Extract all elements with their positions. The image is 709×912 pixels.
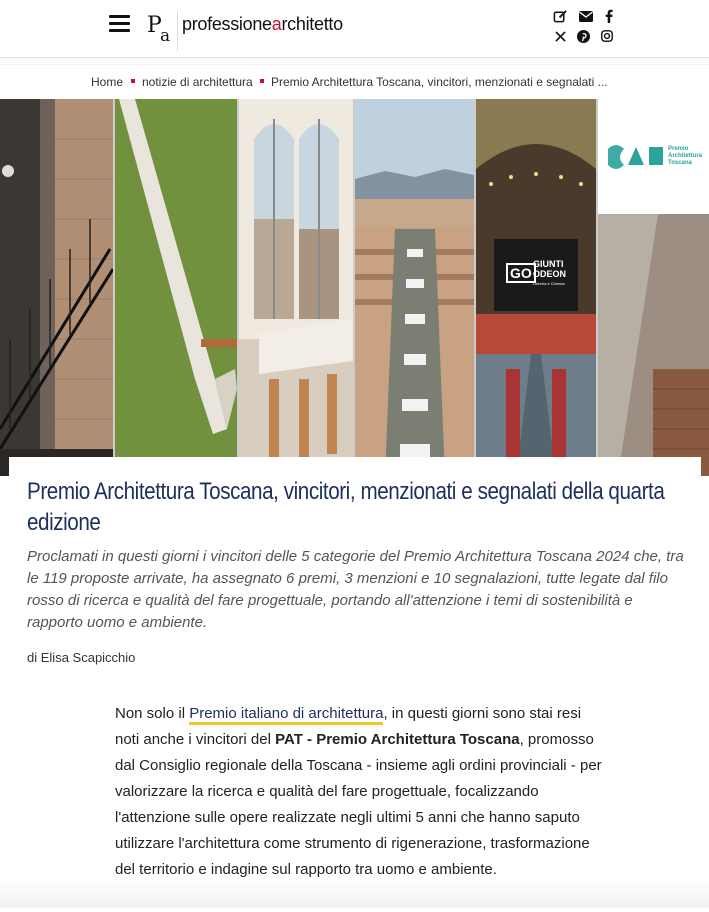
cinema-sign-line: GIUNTI: [533, 259, 564, 269]
logo-mark: P a: [147, 13, 171, 46]
menu-icon[interactable]: [109, 15, 130, 33]
facebook-icon[interactable]: [601, 8, 617, 24]
logo-text: professionearchitetto: [182, 14, 343, 34]
edit-icon[interactable]: [552, 8, 568, 24]
breadcrumb-separator: [260, 79, 264, 83]
site-header: [0, 0, 709, 58]
cinema-sign: [506, 257, 570, 293]
breadcrumb: [0, 64, 709, 100]
instagram-icon[interactable]: [599, 28, 615, 44]
x-twitter-icon[interactable]: [552, 28, 568, 44]
logo-divider: [177, 11, 178, 51]
hero-image: [0, 99, 709, 476]
article-author: [27, 650, 135, 665]
breadcrumb-separator: [131, 79, 135, 83]
article-body: [115, 701, 605, 883]
hero-panel-aerial: [355, 99, 474, 476]
premio-italiano-link[interactable]: Premio italiano di architettura: [189, 705, 383, 725]
cinema-logo: GO: [506, 263, 536, 283]
body-text: Non solo il: [115, 705, 190, 722]
badge-text-line: Premio: [668, 146, 689, 152]
body-text: , in questi giorni sono stai resi noti anche i vincitori del: [115, 705, 582, 748]
article-lead: Proclamati in questi giorni i vincitori delle 5 categorie del Premio Architettura Toscana 2024 che, tra le 119 proposte arrivate, ha assegnato 6 premi, 3 menzioni e 10 segnalazioni, tutte legate dal filo rosso di ricerca e qualità del fare progettuale, portando all'attenzione i temi di sostenibilità e rapporto uomo e ambiente.: [27, 548, 684, 631]
body-bold: PAT - Premio Architettura Toscana: [275, 731, 520, 748]
breadcrumb-current: Premio Architettura Toscana, vincitori, menzionati e segnalati ...: [271, 75, 608, 89]
cinema-sign-line: Libreria e Cinema: [533, 281, 565, 286]
badge-text-line: Architettura: [668, 153, 703, 159]
cinema-sign-line: ODEON: [533, 269, 567, 279]
article-title: Premio Architettura Toscana, vincitori, menzionati e segnalati della quarta edizione: [27, 478, 665, 536]
mail-icon[interactable]: [578, 8, 594, 24]
hero-panel-green-roof: [115, 99, 237, 476]
bottom-fade: [0, 878, 709, 908]
hero-panel-cinema: [476, 99, 596, 476]
badge-text-line: Toscana: [668, 160, 692, 166]
pinterest-icon[interactable]: [575, 28, 591, 44]
hero-panel-staircase: [0, 99, 113, 476]
breadcrumb-home[interactable]: Home: [91, 75, 124, 89]
breadcrumb-section[interactable]: notizie di architettura: [142, 75, 253, 89]
author-prefix: di: [27, 650, 38, 665]
badge-text: [668, 146, 702, 167]
body-text: , promosso dal Consiglio regionale della Toscana - insieme agli ordini provinciali - per valorizzare la ricerca e qualità del fare progettuale, focalizzando l'attenzione sulle opere realizzate negli ultimi 5 anni che hanno saputo utilizzare l'architettura come strumento di rigenerazione, trasformazione del territorio e indagine sul rapporto tra uomo e ambiente.: [115, 731, 602, 878]
author-link[interactable]: Elisa Scapicchio: [40, 650, 136, 665]
hero-panel-interior: [239, 99, 353, 476]
hero-panel-badge: [598, 99, 709, 476]
